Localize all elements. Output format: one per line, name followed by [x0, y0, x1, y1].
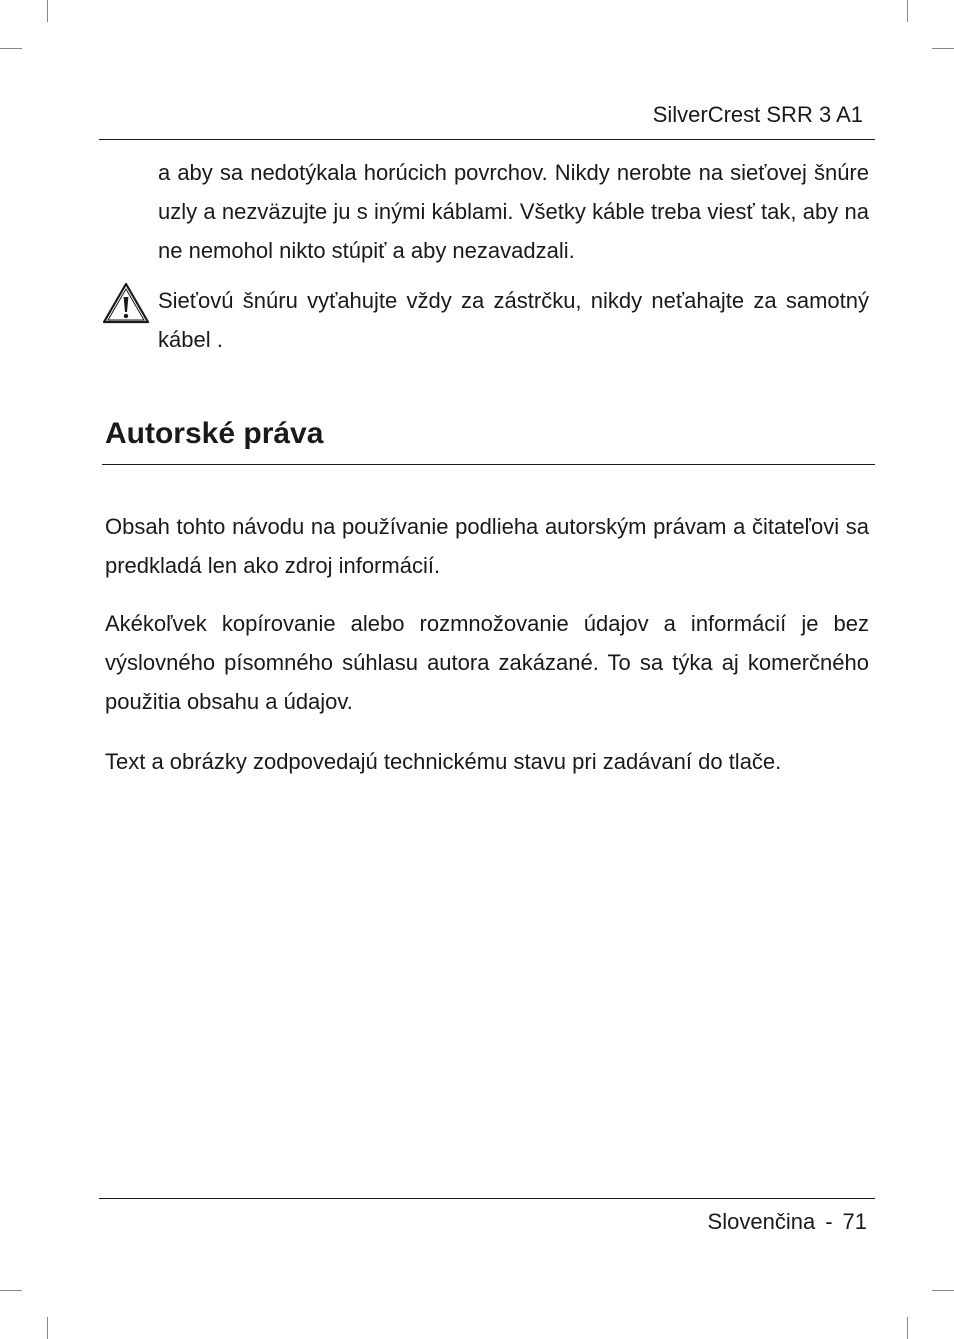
section-paragraph: Akékoľvek kopírovanie alebo rozmnožovanie údajov a informácií je bez výslovného písomného súhlasu autora zakázané. To sa týka aj komerčného použitia obsahu a údajov. [105, 611, 869, 714]
footer-language: Slovenčina [707, 1209, 816, 1234]
crop-mark [47, 1317, 48, 1339]
section-paragraph: Obsah tohto návodu na používanie podlieha autorským právam a čitateľovi sa predkladá len ako zdroj informácií. [105, 514, 869, 578]
crop-mark [907, 0, 908, 22]
page-number: 71 [842, 1209, 867, 1234]
section-title: Autorské práva [105, 417, 324, 450]
warning-triangle-icon [102, 282, 150, 324]
header-rule [99, 139, 875, 140]
footer-rule [99, 1198, 875, 1199]
crop-mark [907, 1317, 908, 1339]
crop-mark [932, 1290, 954, 1291]
crop-mark [0, 1290, 22, 1291]
header-title: SilverCrest SRR 3 A1 [652, 102, 863, 127]
section-rule [102, 464, 875, 465]
crop-mark [0, 48, 22, 49]
footer-separator: - [825, 1209, 833, 1234]
crop-mark [932, 48, 954, 49]
warning-text: Sieťovú šnúru vyťahujte vždy za zástrčku, nikdy neťahajte za samotný kábel . [158, 288, 869, 352]
section-paragraph: Text a obrázky zodpovedajú technickému stavu pri zadávaní do tlače. [105, 749, 782, 774]
crop-mark [47, 0, 48, 22]
page-footer [708, 1207, 867, 1237]
continued-paragraph: a aby sa nedotýkala horúcich povrchov. Nikdy nerobte na sieťovej šnúre uzly a nezväzujte ju s inými káblami. Všetky káble treba viesť tak, aby na ne nemohol nikto stúpiť a aby nezavadzali. [158, 160, 869, 263]
